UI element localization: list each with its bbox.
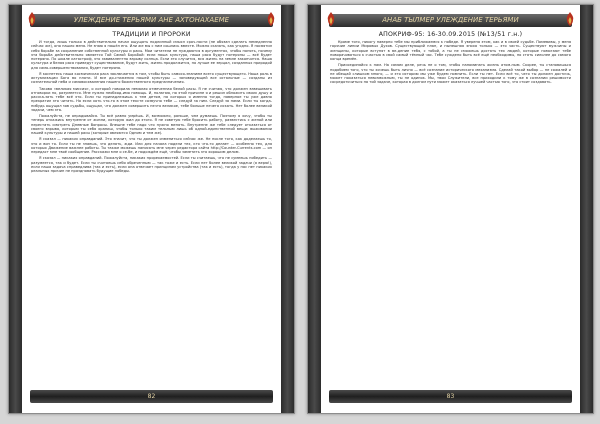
- flame-emblem-icon: [564, 11, 576, 27]
- paragraph: И тогда, лишь только в действительно начал ощущать подлинный смысл сроч-ности (не обязан сделать немедленно сейчас же), оно нашло меня. Не знаю я нашёл его. Или же мы с ним сошлись вместе. Можно сказать, как угодно. Я посвятил себя борьбе за сохранение собственной культуры и расы. Мои читатели не нуждаются в аргументах, чтобы понять, почему эта борьба действительно является Той Самой Борьбой: если наша культура, наша раса будут потеряны — всё будет потеряно. По шкале катастроф, это эквивалентно взрыву солнца. Если это случится, вся жизнь на земле закончится. Наша культура и белая раса приведут существование, будут жить, жизнь продолжится, но лучше ее зерцал, созданных природой для само-совершенствования, будет потеряна.: [31, 40, 272, 70]
- issue-line: АПОКРИФ-95: 16-30.09.2015 (№13/51 г.н.): [378, 31, 523, 38]
- flame-emblem-icon: [26, 11, 38, 27]
- page-frame-left: [9, 5, 22, 413]
- page-header-title: УЛЕЖДЕНИЕ ТЕРЬЯМИ АНЕ АХТОНАХАЕМЕ: [73, 16, 230, 24]
- page-frame-right: [580, 5, 593, 413]
- paragraph: Я сказал — никаких оправданий. Пожалуйста, никаких прорекаемостей. Если ты считаешь, что не сумеешь победить — разумеется, так и будет. Если ты считаешь себя обреченным — так тоже и есть. Если нет более великой задачи (я верю!), если наша задача справедлива (так и есть), если она отвечает принципам устройства (так и есть), тогда у нас нет никаких реальных причин не праздновать будущие победы.: [31, 156, 272, 173]
- page-number: 83: [446, 393, 455, 400]
- page-header-banner: [30, 14, 273, 27]
- section-title: ТРАДИЦИИ И ПРОРОКИ: [112, 31, 191, 38]
- right-page: [307, 4, 594, 414]
- paragraph: Я сказал — никаких оправданий. Это значит, что ты должен измениться сейчас же. Не после того, как доделаешь то, это и вон то. Если ты не знаешь, что делать, жди. Или для начала подели тех, кто что-то делает — особенно тех, для которых Движение важнее работы. Ты также можешь написать мне через редактора сайта http://Counter-Currents.com — он передаст мне твоё сообщение. Расскажи мне о се-бе, и подождём ещё, чтобы заметить это хорошим делом.: [31, 137, 272, 154]
- page-frame-right: [281, 5, 294, 413]
- left-page: [8, 4, 295, 414]
- paragraph: Кроме того, никогу наверно тебе мы приближаемся к победе. Я уверена этом, как и в своей судьбе. Помевивы, у меня горячие линии Мировых Духов. Существующий план, и нынешняя эпоха только — это часть. Существуют мужчины и женщины, которые вступят в ве-дение тебя, с тобой, а ты не сможешь достать тех людей, которые помогают тебе поворачиваться к счастью в свой самый тёмный час. Тебе суждено быть всё ещё необходимы, но стать сильнее до самого конца времён.: [330, 40, 571, 61]
- article-body: [31, 40, 272, 387]
- page-footer-banner: [329, 390, 572, 403]
- paragraph: Присоединяйся к нам. На самом деле, речь не о том, чтобы напоминать жизнь атом-ным. Скорее, ты становишься подобием того, что ты хочешь быть лично — всё сознание исторического механизма. Сделай такой выбор — не сожалей и не обещай слишком много, — и это историю мы уже будем помнить. Если ты нет. Если всё то, чего ты должен достичь, может показаться невозможным, ты не одинок. Мы, твои Служители, все приходили к тому же в сознании решимости сосредоточиться на той задаче, которая в долгом пути может оказаться лучшей частью того, что стоит создавать.: [330, 63, 571, 85]
- paragraph: Такова «великая миссия», о которой говорила немалая отмеченная белой расы. Я не считаю, что должен взвешивать отговорки по, разумеется. Мне нужно необход-имо помощь. И, полагаю, по этой причине я и решил обложить своих душу и расска-зать тебе всё это. Если ты принадлежишь к тем детям, на которых я именно тогда, наверное ты уже давно прекратил это читать. Но если хоть что-то в этом тексте созвучно тебе — следуй за ним. Следуй за нами. Если ты когда-нибудь ощущал зов судьбы, ощущал, что должен совершить нечто великое, тебе больше нечего искать. Нет более великой задачи, чем эта.: [31, 86, 272, 112]
- page-frame-left: [308, 5, 321, 413]
- page-number: 82: [147, 393, 156, 400]
- page-footer-banner: [30, 390, 273, 403]
- page-header-title: АНАБ ТЫЛМЕР УЛЕЖДЕНИЕ ТЕРЬЯМИ: [382, 16, 519, 24]
- flame-emblem-icon: [325, 11, 337, 27]
- page-header-banner: [329, 14, 572, 27]
- paragraph: Пожалуйста, не опрадывайся. Ты всё равно умрёшь. И, возможно, раньше, чем думаешь. Поэтому я хочу, чтобы ты теперь откажись внутренне от жизни, которую жил до этого. Я не советую тебе бросить работу, развестись с женой или перестать смотреть Дневные Вопросы. Внешне тебе надо что нужно менять. Внутренне же тебе следует отказаться от своего взрыва, которым ты себя храниш, чтобы только таким тельным лишь об одной-единственной вещи: выживании нашей культуры и нашей расы (которые являются Одним и тем же).: [31, 114, 272, 135]
- flame-emblem-icon: [265, 11, 277, 27]
- article-body: [330, 40, 571, 387]
- paragraph: Я коснетесь наша космическая раса заключается в том, чтобы быть самосо-знанием всего существующего. Наша роль в актуализации Бога во плоти. И все до-стижения нашей культуры — заповедующей все остальные — созданы из сознательной неба и самовосхваления нашего божественного предназначения.: [31, 71, 272, 85]
